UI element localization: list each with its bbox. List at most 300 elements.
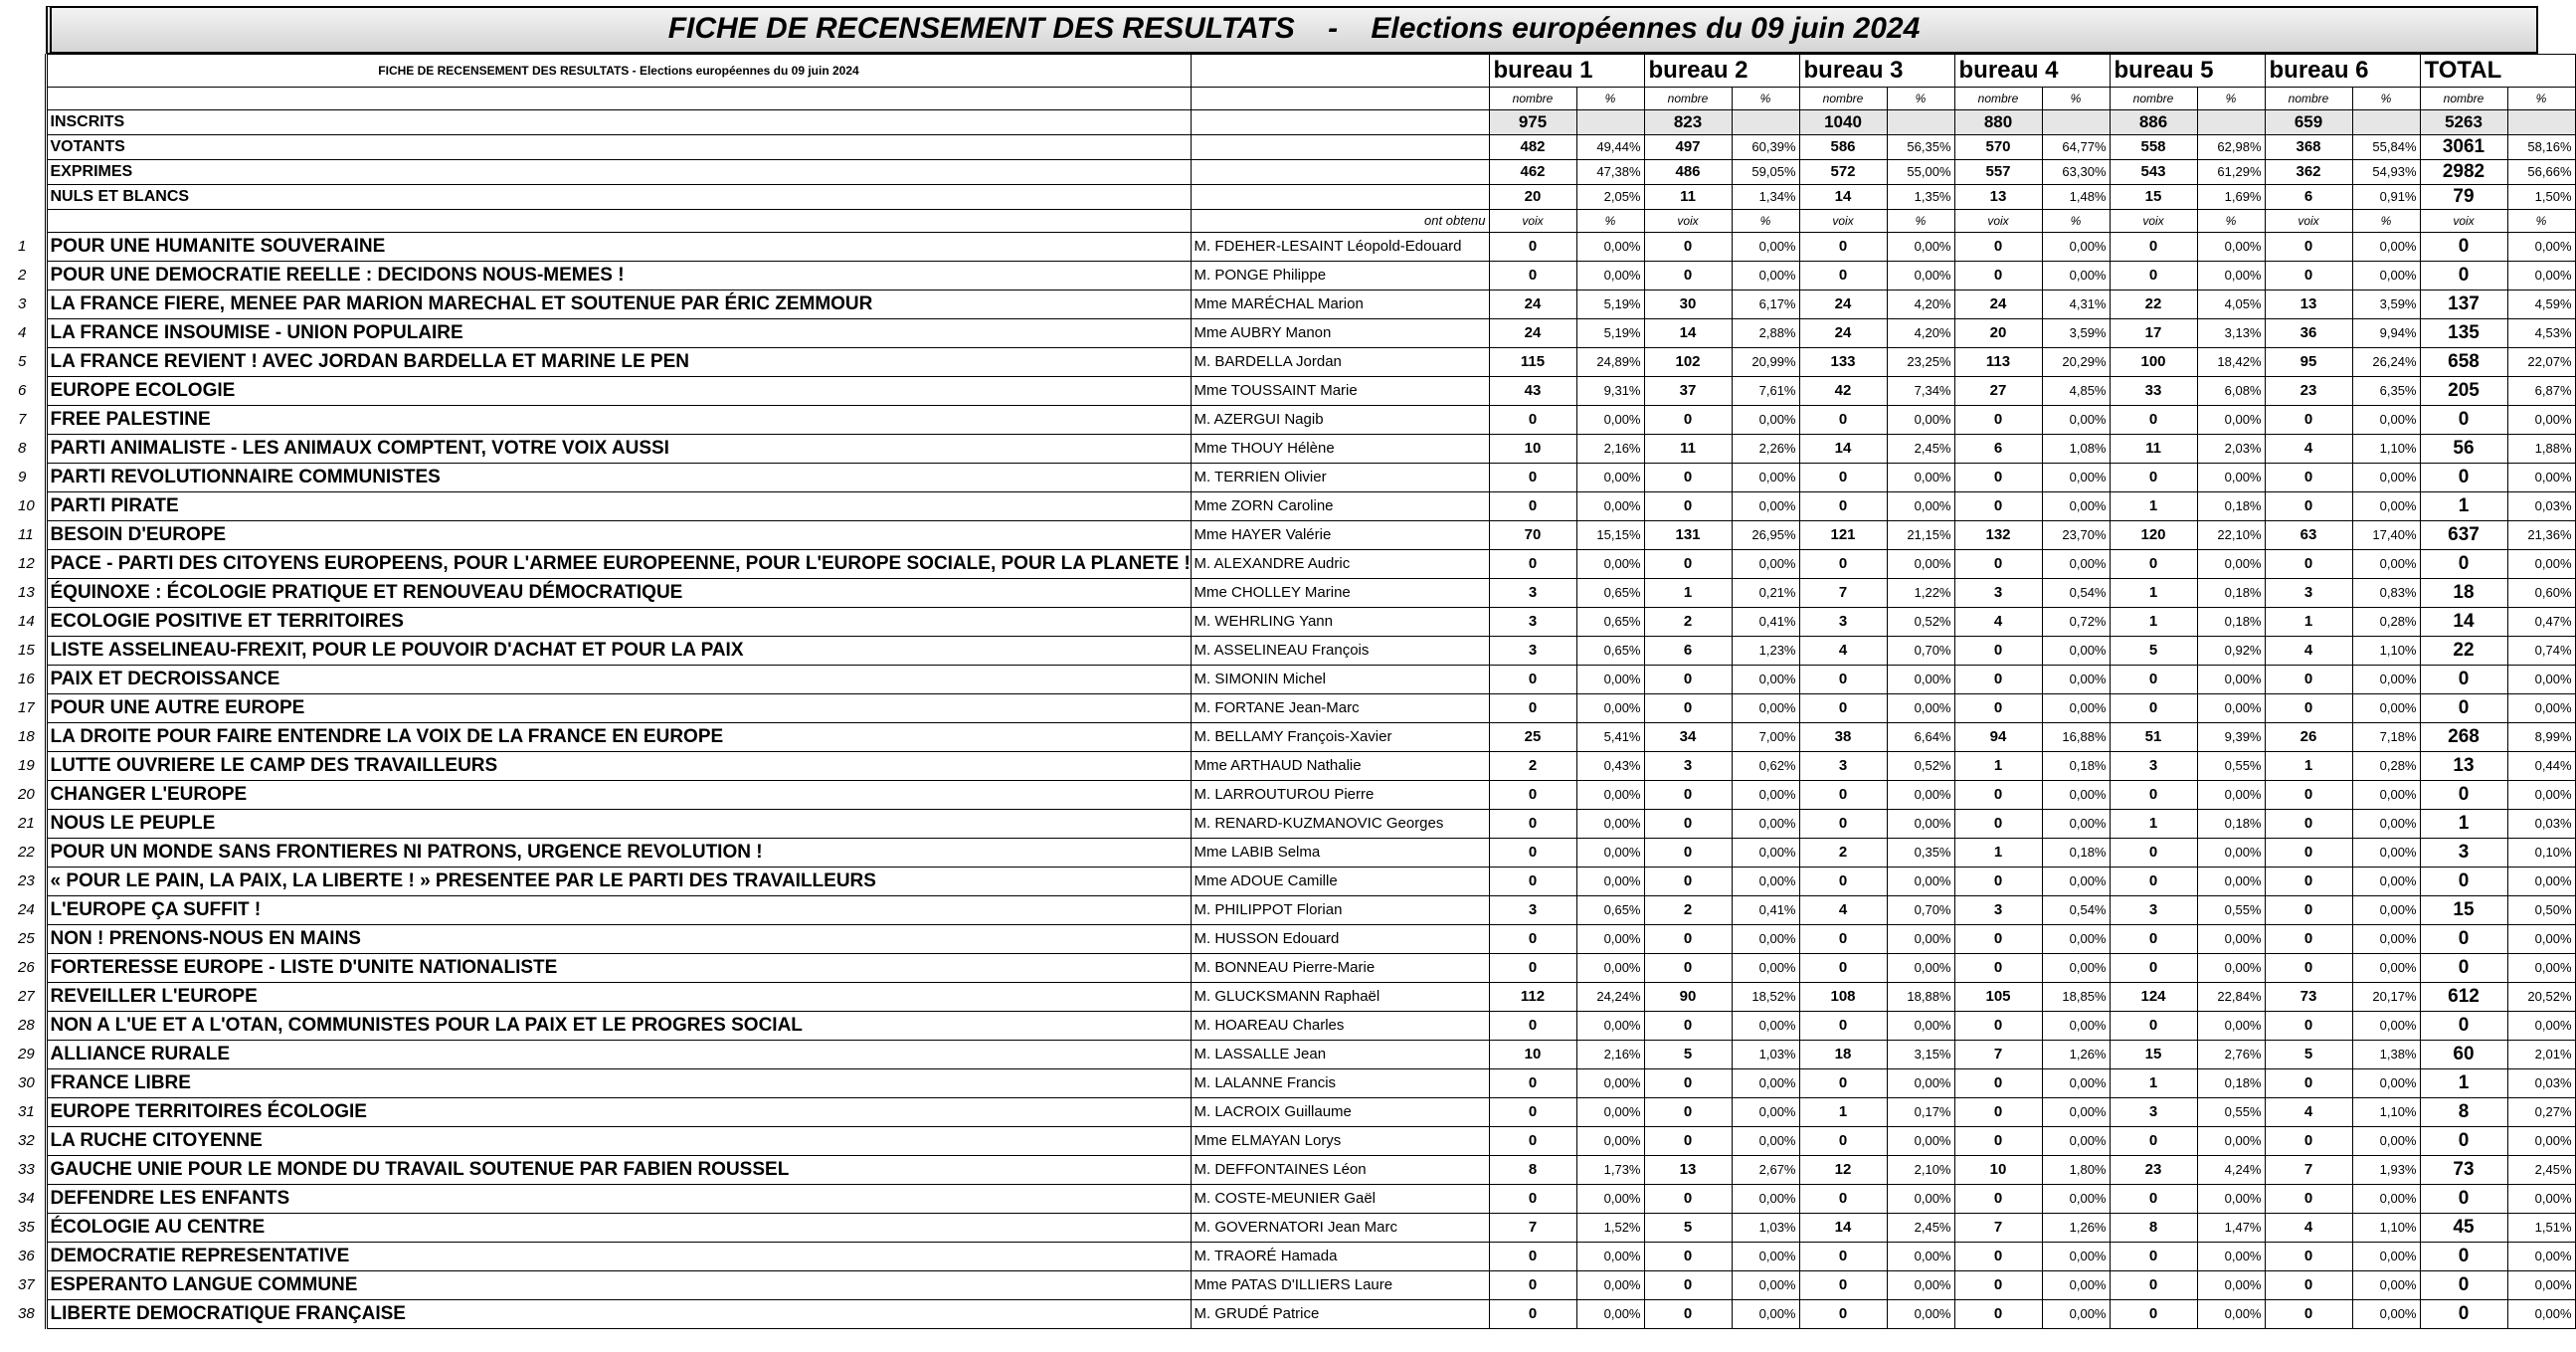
vote-percent: 7,34%: [1887, 377, 1954, 406]
vote-percent: 0,72%: [2042, 608, 2110, 637]
list-name: L'EUROPE ÇA SUFFIT !: [46, 896, 1191, 925]
vote-percent: 0,00%: [2042, 810, 2110, 839]
vote-count: 26: [2265, 723, 2352, 752]
vote-percent: 0,00%: [1887, 1300, 1954, 1329]
stat-row-votants: [16, 135, 2575, 160]
stat-percent: [1576, 110, 1644, 135]
row-index-cell: [16, 135, 46, 160]
list-number: 32: [16, 1127, 46, 1156]
vote-percent: 0,62%: [1732, 752, 1799, 781]
vote-count: 0: [2420, 694, 2507, 723]
vote-count: 0: [1489, 464, 1576, 492]
list-row: [16, 1012, 2575, 1041]
vote-percent: 0,00%: [1732, 550, 1799, 579]
vote-percent: 9,94%: [2352, 319, 2420, 348]
vote-count: 7: [1489, 1214, 1576, 1243]
vote-percent: 2,16%: [1576, 435, 1644, 464]
list-number: 20: [16, 781, 46, 810]
candidate-name: M. HUSSON Edouard: [1191, 925, 1489, 954]
vote-count: 0: [1644, 1069, 1732, 1098]
vote-percent: 0,00%: [1732, 464, 1799, 492]
vote-count: 0: [1799, 868, 1887, 896]
vote-percent: 0,18%: [2042, 752, 2110, 781]
candidate-name: Mme TOUSSAINT Marie: [1191, 377, 1489, 406]
list-number: 24: [16, 896, 46, 925]
vote-count: 3: [1489, 896, 1576, 925]
vote-percent: 5,19%: [1576, 290, 1644, 319]
stat-percent: 59,05%: [1732, 160, 1799, 185]
vote-percent: 0,00%: [1887, 1271, 1954, 1300]
vote-percent: 0,17%: [1887, 1098, 1954, 1127]
vote-percent: 0,55%: [2197, 1098, 2265, 1127]
vote-count: 3: [2420, 839, 2507, 868]
vote-count: 4: [1799, 637, 1887, 666]
list-number: 23: [16, 868, 46, 896]
vote-percent: 1,26%: [2042, 1041, 2110, 1069]
vote-count: 0: [1644, 1300, 1732, 1329]
vote-percent: 0,00%: [2352, 233, 2420, 262]
vote-count: 0: [1954, 233, 2042, 262]
vote-count: 14: [1799, 1214, 1887, 1243]
vote-count: 4: [1954, 608, 2042, 637]
vote-count: 33: [2110, 377, 2197, 406]
vote-count: 70: [1489, 521, 1576, 550]
vote-percent: 4,24%: [2197, 1156, 2265, 1185]
vote-percent: 21,36%: [2507, 521, 2575, 550]
vote-percent: 0,00%: [2042, 1098, 2110, 1127]
vote-count: 1: [2265, 752, 2352, 781]
vote-count: 137: [2420, 290, 2507, 319]
vote-percent: 0,00%: [1887, 262, 1954, 290]
vote-percent: 0,00%: [2352, 781, 2420, 810]
vote-percent: 2,16%: [1576, 1041, 1644, 1069]
vote-percent: 20,29%: [2042, 348, 2110, 377]
vote-percent: 3,15%: [1887, 1041, 1954, 1069]
stat-value: 482: [1489, 135, 1576, 160]
vote-count: 0: [2420, 781, 2507, 810]
vote-count: 0: [2265, 464, 2352, 492]
vote-percent: 2,45%: [1887, 435, 1954, 464]
vote-count: 0: [1799, 810, 1887, 839]
vote-percent: 0,21%: [1732, 579, 1799, 608]
stat-value: 886: [2110, 110, 2197, 135]
vote-percent: 20,17%: [2352, 983, 2420, 1012]
vote-percent: 6,35%: [2352, 377, 2420, 406]
vote-percent: 0,00%: [1576, 1012, 1644, 1041]
candidate-name: M. FORTANE Jean-Marc: [1191, 694, 1489, 723]
list-number: 29: [16, 1041, 46, 1069]
row-index-cell: [16, 185, 46, 210]
list-name: CHANGER L'EUROPE: [46, 781, 1191, 810]
vote-percent: 0,00%: [2042, 550, 2110, 579]
vote-count: 0: [1954, 868, 2042, 896]
vote-count: 0: [2265, 1185, 2352, 1214]
list-row: [16, 1069, 2575, 1098]
vote-count: 105: [1954, 983, 2042, 1012]
vote-count: 6: [1954, 435, 2042, 464]
vote-count: 0: [1799, 694, 1887, 723]
vote-percent: 0,00%: [1887, 233, 1954, 262]
vote-percent: 0,28%: [2352, 608, 2420, 637]
vote-percent: 0,00%: [2042, 233, 2110, 262]
candidate-name: Mme ADOUE Camille: [1191, 868, 1489, 896]
vote-percent: 9,31%: [1576, 377, 1644, 406]
vote-count: 20: [1954, 319, 2042, 348]
vote-count: 14: [1799, 435, 1887, 464]
vote-count: 0: [1489, 954, 1576, 983]
vote-percent: 0,00%: [2352, 1069, 2420, 1098]
vote-percent: 0,00%: [1732, 233, 1799, 262]
vote-percent: 1,03%: [1732, 1041, 1799, 1069]
stat-value: 15: [2110, 185, 2197, 210]
vote-count: 0: [1489, 694, 1576, 723]
list-name: DEMOCRATIE REPRESENTATIVE: [46, 1243, 1191, 1271]
list-number: 21: [16, 810, 46, 839]
empty-cell: [46, 210, 1191, 233]
vote-percent: 0,00%: [2352, 666, 2420, 694]
stat-percent: 58,16%: [2507, 135, 2575, 160]
vote-count: 0: [2420, 262, 2507, 290]
list-number: 25: [16, 925, 46, 954]
vote-percent: 6,64%: [1887, 723, 1954, 752]
vote-count: 90: [1644, 983, 1732, 1012]
vote-count: 2: [1644, 896, 1732, 925]
vote-count: 0: [2265, 839, 2352, 868]
candidate-name: Mme HAYER Valérie: [1191, 521, 1489, 550]
list-name: LA FRANCE FIERE, MENEE PAR MARION MARECHAL ET SOUTENUE PAR ÉRIC ZEMMOUR: [46, 290, 1191, 319]
vote-percent: 0,00%: [1576, 666, 1644, 694]
vote-percent: 3,59%: [2352, 290, 2420, 319]
vote-count: 3: [1489, 579, 1576, 608]
list-number: 30: [16, 1069, 46, 1098]
vote-count: 0: [1489, 839, 1576, 868]
vote-count: 121: [1799, 521, 1887, 550]
vote-percent: 0,00%: [1576, 839, 1644, 868]
vote-percent: 0,43%: [1576, 752, 1644, 781]
vote-count: 0: [1489, 262, 1576, 290]
list-number: 5: [16, 348, 46, 377]
vote-percent: 0,00%: [2352, 839, 2420, 868]
vote-percent: 0,00%: [1887, 1185, 1954, 1214]
vote-count: 13: [2265, 290, 2352, 319]
stat-percent: 63,30%: [2042, 160, 2110, 185]
stat-value: 557: [1954, 160, 2042, 185]
candidate-name: M. PHILIPPOT Florian: [1191, 896, 1489, 925]
vote-count: 3: [1489, 637, 1576, 666]
list-name: LUTTE OUVRIERE LE CAMP DES TRAVAILLEURS: [46, 752, 1191, 781]
stat-percent: 55,00%: [1887, 160, 1954, 185]
stat-value: 362: [2265, 160, 2352, 185]
list-number: 33: [16, 1156, 46, 1185]
stat-percent: 49,44%: [1576, 135, 1644, 160]
vote-percent: 0,00%: [2507, 550, 2575, 579]
bureau-header: bureau 6: [2265, 55, 2420, 88]
vote-count: 22: [2110, 290, 2197, 319]
vote-percent: 0,00%: [2197, 262, 2265, 290]
vote-percent: 8,99%: [2507, 723, 2575, 752]
vote-percent: 16,88%: [2042, 723, 2110, 752]
vote-percent: 0,00%: [2352, 1127, 2420, 1156]
vote-percent: 0,65%: [1576, 579, 1644, 608]
percent-label: %: [2042, 210, 2110, 233]
vote-count: 0: [2265, 694, 2352, 723]
stat-row-nuls-et-blancs: [16, 185, 2575, 210]
list-number: 4: [16, 319, 46, 348]
stat-value: 823: [1644, 110, 1732, 135]
vote-count: 0: [2420, 954, 2507, 983]
list-row: [16, 290, 2575, 319]
vote-percent: 0,03%: [2507, 810, 2575, 839]
stat-value: 558: [2110, 135, 2197, 160]
vote-percent: 0,00%: [1576, 262, 1644, 290]
nombre-label: nombre: [1644, 88, 1732, 110]
vote-percent: 0,52%: [1887, 608, 1954, 637]
list-number: 9: [16, 464, 46, 492]
vote-count: 8: [2420, 1098, 2507, 1127]
candidate-name: M. BELLAMY François-Xavier: [1191, 723, 1489, 752]
list-name: ESPERANTO LANGUE COMMUNE: [46, 1271, 1191, 1300]
vote-count: 5: [2265, 1041, 2352, 1069]
vote-count: 0: [1489, 492, 1576, 521]
table-subtitle: FICHE DE RECENSEMENT DES RESULTATS - Elections européennes du 09 juin 2024: [46, 55, 1191, 88]
vote-percent: 0,00%: [1732, 1098, 1799, 1127]
vote-count: 0: [1644, 464, 1732, 492]
vote-count: 18: [2420, 579, 2507, 608]
vote-count: 0: [2265, 666, 2352, 694]
vote-count: 0: [1954, 406, 2042, 435]
vote-percent: 6,08%: [2197, 377, 2265, 406]
list-number: 38: [16, 1300, 46, 1329]
list-number: 27: [16, 983, 46, 1012]
vote-count: 0: [1799, 1012, 1887, 1041]
vote-count: 0: [2265, 954, 2352, 983]
vote-count: 0: [1954, 1098, 2042, 1127]
stat-percent: 2,05%: [1576, 185, 1644, 210]
vote-percent: 0,00%: [2352, 1300, 2420, 1329]
vote-count: 2: [1489, 752, 1576, 781]
vote-percent: 0,00%: [1887, 694, 1954, 723]
vote-percent: 0,41%: [1732, 608, 1799, 637]
candidate-name: M. COSTE-MEUNIER Gaël: [1191, 1185, 1489, 1214]
list-row: [16, 1098, 2575, 1127]
list-row: [16, 579, 2575, 608]
bureau-header: bureau 1: [1489, 55, 1644, 88]
vote-count: 6: [1644, 637, 1732, 666]
list-row: [16, 262, 2575, 290]
vote-percent: 1,51%: [2507, 1214, 2575, 1243]
vote-count: 0: [2420, 1012, 2507, 1041]
list-name: PACE - PARTI DES CITOYENS EUROPEENS, POUR L'ARMEE EUROPEENNE, POUR L'EUROPE SOCIALE, POUR LA PLANETE !: [46, 550, 1191, 579]
vote-count: 24: [1489, 290, 1576, 319]
vote-percent: 0,54%: [2042, 896, 2110, 925]
candidate-name: M. HOAREAU Charles: [1191, 1012, 1489, 1041]
vote-count: 0: [1954, 694, 2042, 723]
nombre-label: nombre: [2110, 88, 2197, 110]
vote-percent: 0,00%: [2352, 896, 2420, 925]
vote-count: 0: [1799, 666, 1887, 694]
vote-count: 4: [1799, 896, 1887, 925]
vote-count: 0: [1954, 550, 2042, 579]
stat-percent: 55,84%: [2352, 135, 2420, 160]
stat-value: 659: [2265, 110, 2352, 135]
vote-percent: 1,93%: [2352, 1156, 2420, 1185]
vote-percent: 0,00%: [1576, 1271, 1644, 1300]
vote-percent: 15,15%: [1576, 521, 1644, 550]
vote-count: 0: [2110, 1243, 2197, 1271]
vote-percent: 1,88%: [2507, 435, 2575, 464]
vote-count: 1: [2110, 608, 2197, 637]
stat-value: 5263: [2420, 110, 2507, 135]
vote-percent: 0,00%: [2507, 925, 2575, 954]
vote-percent: 0,00%: [2507, 233, 2575, 262]
vote-percent: 0,00%: [2507, 1012, 2575, 1041]
vote-count: 0: [1489, 406, 1576, 435]
stat-value: 11: [1644, 185, 1732, 210]
candidate-name: M. LARROUTUROU Pierre: [1191, 781, 1489, 810]
vote-count: 132: [1954, 521, 2042, 550]
vote-percent: 0,00%: [2352, 550, 2420, 579]
vote-percent: 1,10%: [2352, 1214, 2420, 1243]
vote-count: 0: [1489, 1098, 1576, 1127]
vote-percent: 5,41%: [1576, 723, 1644, 752]
vote-count: 112: [1489, 983, 1576, 1012]
vote-percent: 0,00%: [2507, 954, 2575, 983]
vote-count: 3: [2110, 1098, 2197, 1127]
vote-percent: 0,00%: [1887, 1243, 1954, 1271]
vote-count: 42: [1799, 377, 1887, 406]
vote-percent: 0,00%: [2197, 1127, 2265, 1156]
candidate-name: Mme THOUY Hélène: [1191, 435, 1489, 464]
candidate-name: Mme ZORN Caroline: [1191, 492, 1489, 521]
vote-count: 0: [2110, 1185, 2197, 1214]
vote-percent: 0,65%: [1576, 637, 1644, 666]
vote-count: 0: [1799, 492, 1887, 521]
vote-percent: 22,84%: [2197, 983, 2265, 1012]
vote-count: 0: [1644, 839, 1732, 868]
vote-percent: 2,67%: [1732, 1156, 1799, 1185]
vote-percent: 0,00%: [1732, 1271, 1799, 1300]
vote-count: 0: [2420, 550, 2507, 579]
vote-percent: 0,50%: [2507, 896, 2575, 925]
vote-count: 0: [1799, 550, 1887, 579]
vote-percent: 0,00%: [2042, 406, 2110, 435]
empty-cell: [1191, 135, 1489, 160]
vote-count: 10: [1489, 435, 1576, 464]
list-number: 28: [16, 1012, 46, 1041]
vote-count: 34: [1644, 723, 1732, 752]
vote-count: 0: [1489, 1127, 1576, 1156]
vote-count: 8: [2110, 1214, 2197, 1243]
vote-percent: 0,00%: [2507, 781, 2575, 810]
vote-percent: 0,00%: [1887, 666, 1954, 694]
vote-percent: 20,52%: [2507, 983, 2575, 1012]
vote-count: 0: [1954, 1243, 2042, 1271]
vote-count: 0: [2110, 839, 2197, 868]
list-row: [16, 954, 2575, 983]
vote-percent: 0,00%: [2352, 1271, 2420, 1300]
vote-count: 73: [2265, 983, 2352, 1012]
vote-percent: 0,74%: [2507, 637, 2575, 666]
vote-percent: 0,00%: [2352, 925, 2420, 954]
list-row: [16, 550, 2575, 579]
vote-percent: 0,00%: [2197, 925, 2265, 954]
vote-count: 0: [2265, 868, 2352, 896]
vote-count: 0: [1954, 262, 2042, 290]
vote-percent: 1,38%: [2352, 1041, 2420, 1069]
candidate-name: M. FDEHER-LESAINT Léopold-Edouard: [1191, 233, 1489, 262]
vote-percent: 0,00%: [1576, 406, 1644, 435]
stat-percent: [2197, 110, 2265, 135]
vote-count: 0: [2110, 694, 2197, 723]
vote-count: 0: [1954, 810, 2042, 839]
vote-percent: 0,28%: [2352, 752, 2420, 781]
vote-percent: 0,00%: [1576, 492, 1644, 521]
stat-percent: 0,91%: [2352, 185, 2420, 210]
list-name: PARTI PIRATE: [46, 492, 1191, 521]
vote-percent: 0,00%: [1732, 1185, 1799, 1214]
vote-percent: 0,00%: [2507, 1300, 2575, 1329]
vote-percent: 0,00%: [2042, 1271, 2110, 1300]
vote-percent: 0,10%: [2507, 839, 2575, 868]
voix-header-row: [16, 210, 2575, 233]
list-number: 18: [16, 723, 46, 752]
vote-count: 0: [1799, 781, 1887, 810]
vote-count: 0: [2265, 1012, 2352, 1041]
stat-label: INSCRITS: [46, 110, 1191, 135]
list-name: LA DROITE POUR FAIRE ENTENDRE LA VOIX DE LA FRANCE EN EUROPE: [46, 723, 1191, 752]
list-number: 13: [16, 579, 46, 608]
vote-percent: 7,18%: [2352, 723, 2420, 752]
vote-count: 0: [1644, 233, 1732, 262]
vote-percent: 0,00%: [2197, 954, 2265, 983]
vote-percent: 0,00%: [1576, 694, 1644, 723]
list-row: [16, 406, 2575, 435]
vote-count: 0: [2265, 1300, 2352, 1329]
candidate-name: M. SIMONIN Michel: [1191, 666, 1489, 694]
vote-count: 0: [2420, 1300, 2507, 1329]
vote-count: 0: [1644, 954, 1732, 983]
vote-count: 108: [1799, 983, 1887, 1012]
stat-percent: [2042, 110, 2110, 135]
vote-percent: 0,55%: [2197, 752, 2265, 781]
vote-percent: 0,00%: [2197, 1243, 2265, 1271]
candidate-name: Mme MARÉCHAL Marion: [1191, 290, 1489, 319]
vote-count: 0: [1489, 925, 1576, 954]
vote-percent: 0,18%: [2197, 492, 2265, 521]
vote-percent: 0,00%: [2507, 868, 2575, 896]
stat-row-inscrits: [16, 110, 2575, 135]
vote-percent: 24,89%: [1576, 348, 1644, 377]
vote-count: 0: [1644, 1243, 1732, 1271]
vote-percent: 0,00%: [1576, 1069, 1644, 1098]
vote-percent: 1,10%: [2352, 1098, 2420, 1127]
vote-count: 0: [1644, 666, 1732, 694]
vote-count: 94: [1954, 723, 2042, 752]
vote-percent: 0,00%: [1732, 406, 1799, 435]
candidate-name: M. BONNEAU Pierre-Marie: [1191, 954, 1489, 983]
vote-count: 0: [2420, 1185, 2507, 1214]
stat-percent: 60,39%: [1732, 135, 1799, 160]
list-name: FRANCE LIBRE: [46, 1069, 1191, 1098]
vote-percent: 0,00%: [2042, 954, 2110, 983]
vote-count: 0: [2265, 262, 2352, 290]
vote-percent: 0,00%: [2197, 1012, 2265, 1041]
vote-count: 0: [1489, 550, 1576, 579]
vote-percent: 0,00%: [1732, 868, 1799, 896]
percent-label: %: [1887, 210, 1954, 233]
list-row: [16, 348, 2575, 377]
list-row: [16, 723, 2575, 752]
